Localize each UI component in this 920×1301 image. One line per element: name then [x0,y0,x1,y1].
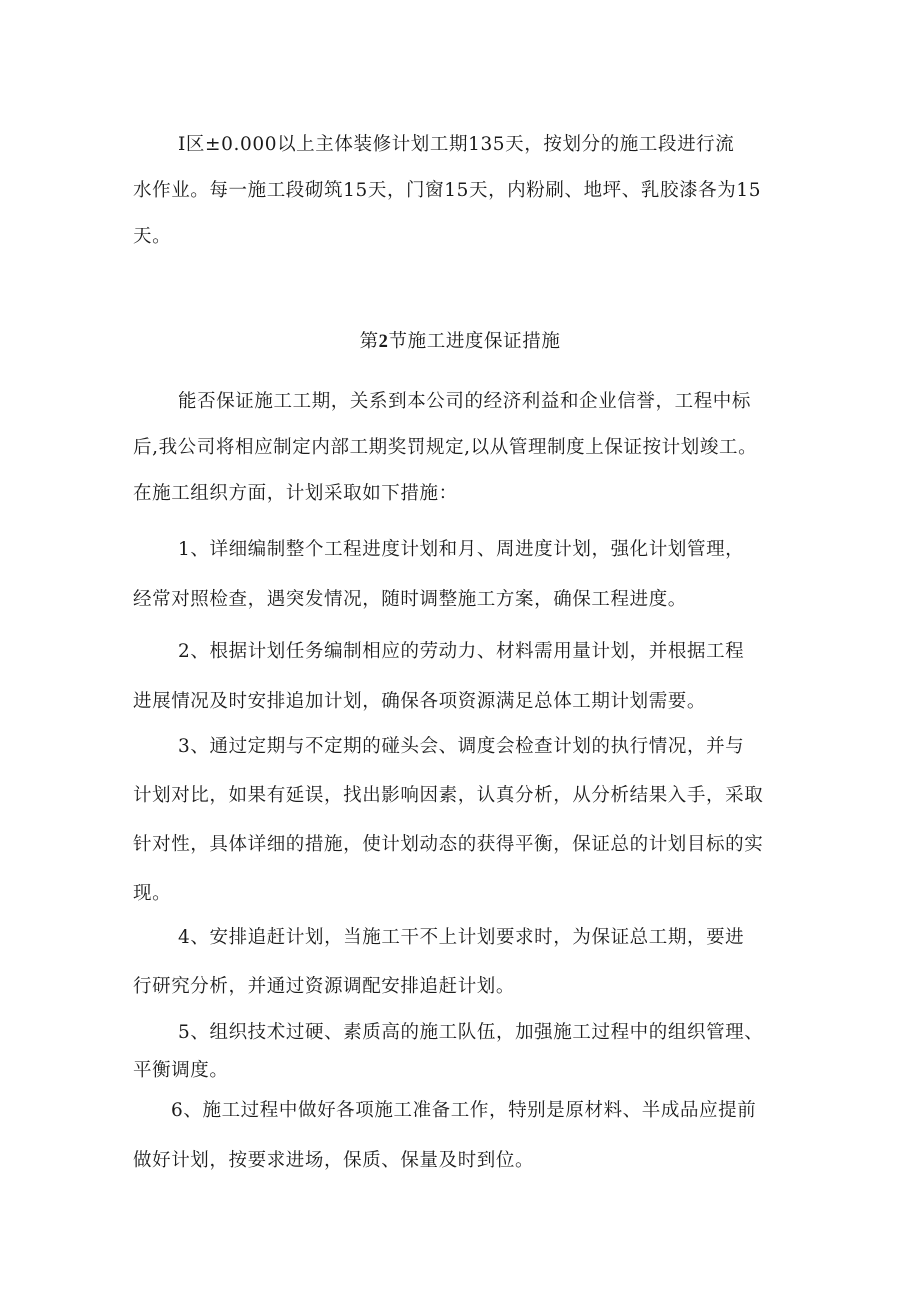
measure-6 [133,1086,790,1186]
lead-line-1: 能否保证施工工期，关系到本公司的经济利益和企业信誉，工程中标 [178,391,752,412]
measure-5-line-1: 5、组织技术过硬、素质高的施工队伍，加强施工过程中的组织管理、 [178,1022,764,1043]
measure-6-line-1: 6、施工过程中做好各项施工准备工作，特别是原材料、半成品应提前 [171,1100,757,1121]
measure-3 [133,722,790,918]
measure-4 [133,913,790,1011]
measure-5-line-2: 平衡调度。 [133,1060,229,1081]
measure-6-line-2: 做好计划，按要求进场，保质、保量及时到位。 [133,1150,535,1171]
measure-2 [133,627,790,727]
section-heading [0,327,920,357]
section-heading-number: 2 [378,332,389,352]
measure-2-line-2: 进展情况及时安排追加计划，确保各项资源满足总体工期计划需要。 [133,691,707,712]
section-heading-title: 节施工进度保证措施 [388,331,561,352]
measure-1 [133,525,790,625]
lead-line-2: 后,我公司将相应制定内部工期奖罚规定,以从管理制度上保证按计划竣工。 [133,437,758,458]
measure-3-line-2: 计划对比，如果有延误，找出影响因素，认真分析，从分析结果入手，采取 [133,785,764,806]
measure-5 [133,1014,790,1090]
measure-4-line-1: 4、安排追赶计划，当施工干不上计划要求时，为保证总工期，要进 [178,927,745,948]
section-heading-prefix: 第 [359,331,379,352]
intro-line-2: 水作业。每一施工段砌筑15天，门窗15天，内粉刷、地坪、乳胶漆各为15 [133,180,762,201]
intro-paragraph [133,122,790,260]
measure-1-line-1: 1、详细编制整个工程进度计划和月、周进度计划，强化计划管理， [178,539,745,560]
measure-3-line-3: 针对性，具体详细的措施，使计划动态的获得平衡，保证总的计划目标的实 [133,834,764,855]
measure-3-line-4: 现。 [133,883,172,904]
measure-4-line-2: 行研究分析，并通过资源调配安排追赶计划。 [133,976,516,997]
measure-3-line-1: 3、通过定期与不定期的碰头会、调度会检查计划的执行情况，并与 [178,736,745,757]
lead-paragraph [133,379,790,517]
lead-line-3: 在施工组织方面，计划采取如下措施： [133,483,458,504]
measure-1-line-2: 经常对照检查，遇突发情况，随时调整施工方案，确保工程进度。 [133,589,687,610]
measure-2-line-1: 2、根据计划任务编制相应的劳动力、材料需用量计划，并根据工程 [178,641,745,662]
intro-line-3: 天。 [133,226,172,247]
intro-line-1: Ⅰ区±0.000以上主体装修计划工期135天，按划分的施工段进行流 [178,134,735,155]
